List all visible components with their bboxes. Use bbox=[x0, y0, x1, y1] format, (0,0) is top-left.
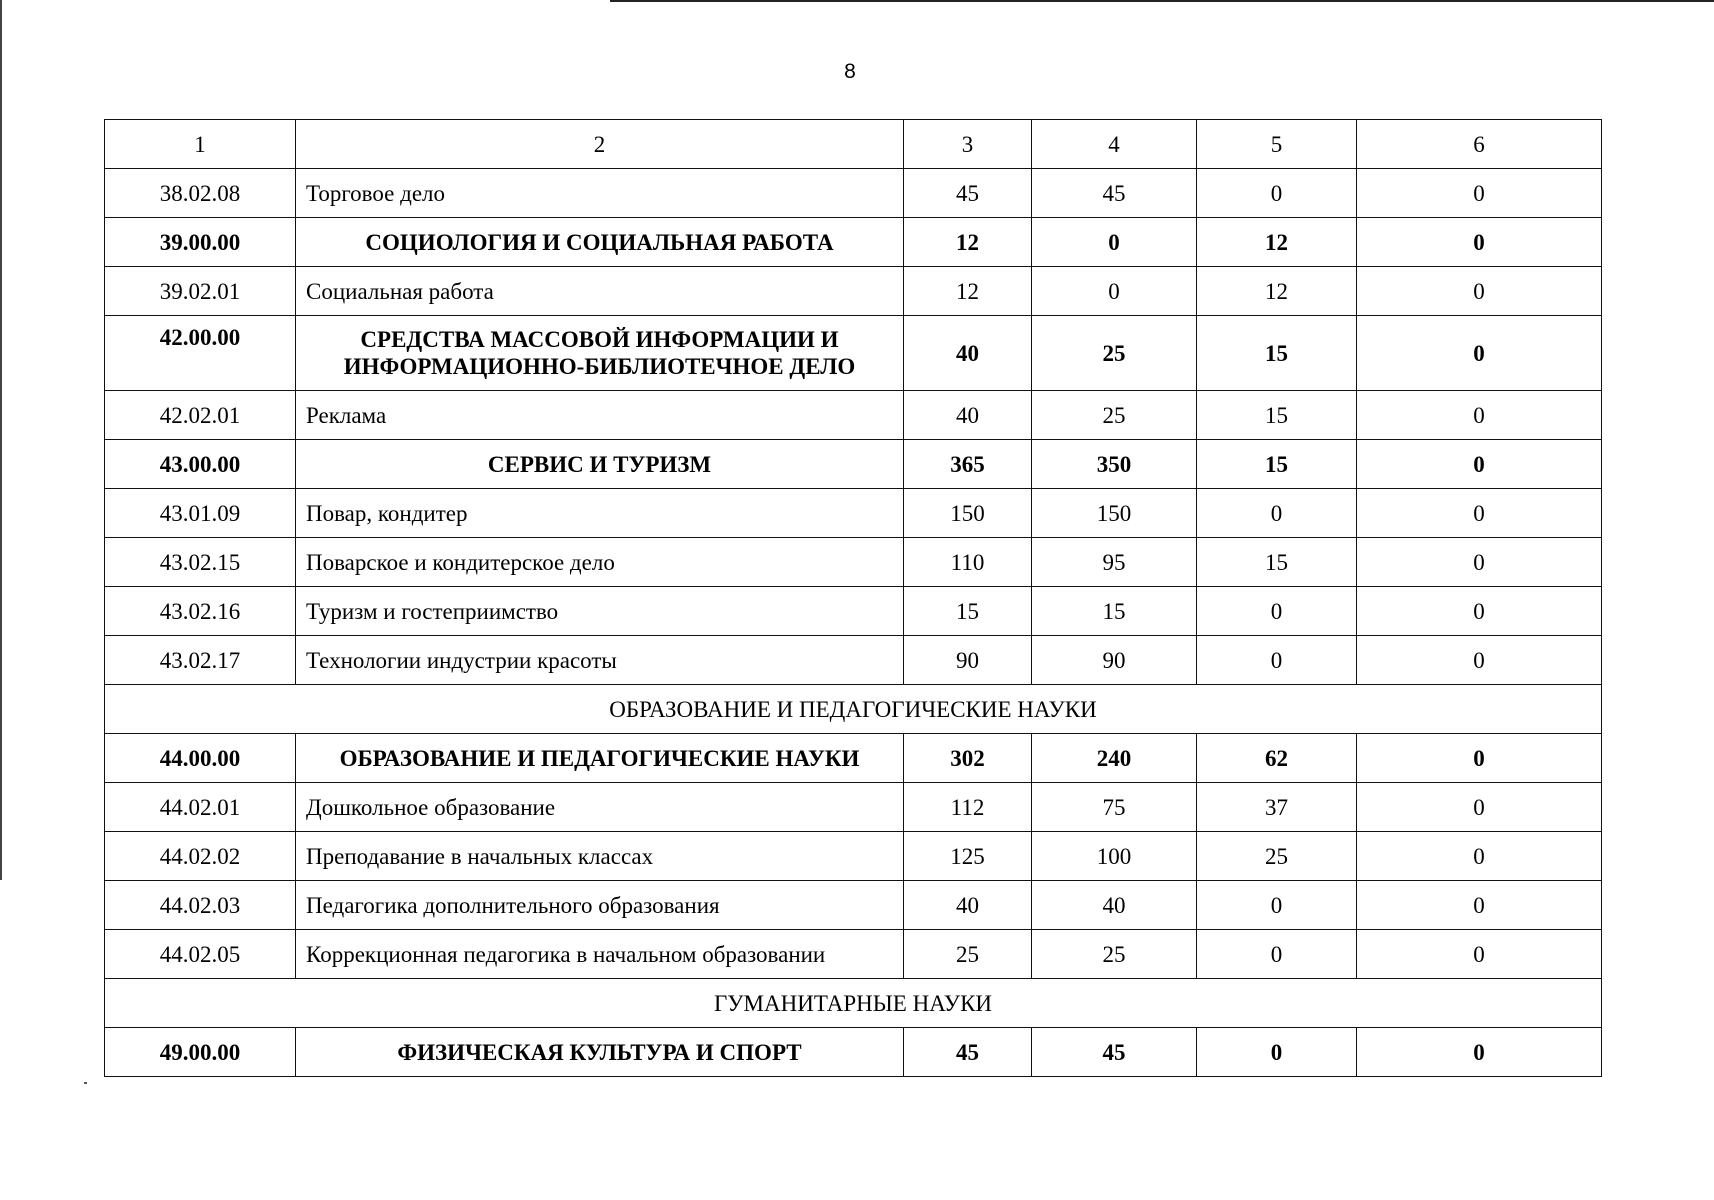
row-col5: 25 bbox=[1197, 832, 1357, 881]
row-name: Торговое дело bbox=[296, 169, 904, 218]
row-col5: 15 bbox=[1197, 538, 1357, 587]
row-col4: 25 bbox=[1032, 391, 1197, 440]
header-cell-6: 6 bbox=[1357, 120, 1602, 169]
group-col6: 0 bbox=[1357, 1028, 1602, 1077]
group-name: ФИЗИЧЕСКАЯ КУЛЬТУРА И СПОРТ bbox=[296, 1028, 904, 1077]
group-code: 49.00.00 bbox=[105, 1028, 296, 1077]
row-col6: 0 bbox=[1357, 881, 1602, 930]
row-name: Реклама bbox=[296, 391, 904, 440]
group-code: 42.00.00 bbox=[105, 316, 296, 391]
row-col5: 12 bbox=[1197, 267, 1357, 316]
group-col3: 12 bbox=[904, 218, 1032, 267]
group-col6: 0 bbox=[1357, 734, 1602, 783]
row-col6: 0 bbox=[1357, 169, 1602, 218]
group-col5: 0 bbox=[1197, 1028, 1357, 1077]
row-col4: 45 bbox=[1032, 169, 1197, 218]
row-col3: 25 bbox=[904, 930, 1032, 979]
table-header-row bbox=[105, 120, 1602, 169]
row-code: 44.02.02 bbox=[105, 832, 296, 881]
group-col5: 15 bbox=[1197, 316, 1357, 391]
group-name-line-1: СРЕДСТВА МАССОВОЙ ИНФОРМАЦИИ И bbox=[360, 327, 839, 352]
table-row bbox=[105, 783, 1602, 832]
row-code: 44.02.05 bbox=[105, 930, 296, 979]
row-col4: 75 bbox=[1032, 783, 1197, 832]
row-col4: 15 bbox=[1032, 587, 1197, 636]
group-col5: 62 bbox=[1197, 734, 1357, 783]
header-cell-3: 3 bbox=[904, 120, 1032, 169]
row-col6: 0 bbox=[1357, 930, 1602, 979]
group-code: 43.00.00 bbox=[105, 440, 296, 489]
row-name: Технологии индустрии красоты bbox=[296, 636, 904, 685]
row-name: Социальная работа bbox=[296, 267, 904, 316]
row-name: Педагогика дополнительного образования bbox=[296, 881, 904, 930]
row-col5: 0 bbox=[1197, 169, 1357, 218]
row-col3: 125 bbox=[904, 832, 1032, 881]
row-col4: 40 bbox=[1032, 881, 1197, 930]
row-col6: 0 bbox=[1357, 636, 1602, 685]
row-col6: 0 bbox=[1357, 489, 1602, 538]
row-col6: 0 bbox=[1357, 783, 1602, 832]
section-row bbox=[105, 685, 1602, 734]
row-col4: 100 bbox=[1032, 832, 1197, 881]
row-col5: 0 bbox=[1197, 636, 1357, 685]
row-col3: 40 bbox=[904, 881, 1032, 930]
row-col4: 25 bbox=[1032, 930, 1197, 979]
row-name: Коррекционная педагогика в начальном образовании bbox=[296, 930, 904, 979]
specialties-table bbox=[104, 119, 1602, 1077]
row-col3: 45 bbox=[904, 169, 1032, 218]
group-row bbox=[105, 218, 1602, 267]
group-col4: 45 bbox=[1032, 1028, 1197, 1077]
row-name: Преподавание в начальных классах bbox=[296, 832, 904, 881]
row-code: 43.02.16 bbox=[105, 587, 296, 636]
row-code: 43.01.09 bbox=[105, 489, 296, 538]
group-col4: 240 bbox=[1032, 734, 1197, 783]
table-row bbox=[105, 881, 1602, 930]
group-row bbox=[105, 1028, 1602, 1077]
row-code: 44.02.01 bbox=[105, 783, 296, 832]
row-col6: 0 bbox=[1357, 267, 1602, 316]
table-row bbox=[105, 587, 1602, 636]
group-name: СЕРВИС И ТУРИЗМ bbox=[296, 440, 904, 489]
group-col6: 0 bbox=[1357, 316, 1602, 391]
group-col3: 302 bbox=[904, 734, 1032, 783]
row-col3: 12 bbox=[904, 267, 1032, 316]
group-name: СОЦИОЛОГИЯ И СОЦИАЛЬНАЯ РАБОТА bbox=[296, 218, 904, 267]
group-name-line-2: ИНФОРМАЦИОННО-БИБЛИОТЕЧНОЕ ДЕЛО bbox=[343, 354, 856, 379]
row-col6: 0 bbox=[1357, 832, 1602, 881]
group-col3: 40 bbox=[904, 316, 1032, 391]
row-col4: 90 bbox=[1032, 636, 1197, 685]
header-cell-5: 5 bbox=[1197, 120, 1357, 169]
row-col3: 150 bbox=[904, 489, 1032, 538]
table-row bbox=[105, 930, 1602, 979]
row-col3: 110 bbox=[904, 538, 1032, 587]
section-row bbox=[105, 979, 1602, 1028]
row-col5: 0 bbox=[1197, 881, 1357, 930]
table-row bbox=[105, 267, 1602, 316]
group-code: 39.00.00 bbox=[105, 218, 296, 267]
group-col4: 25 bbox=[1032, 316, 1197, 391]
group-row bbox=[105, 316, 1602, 391]
row-code: 43.02.17 bbox=[105, 636, 296, 685]
page-number: 8 bbox=[844, 60, 856, 83]
group-name bbox=[296, 316, 904, 391]
header-cell-4: 4 bbox=[1032, 120, 1197, 169]
table-row bbox=[105, 169, 1602, 218]
row-name: Повар, кондитер bbox=[296, 489, 904, 538]
group-col4: 0 bbox=[1032, 218, 1197, 267]
row-code: 42.02.01 bbox=[105, 391, 296, 440]
group-col5: 15 bbox=[1197, 440, 1357, 489]
row-code: 39.02.01 bbox=[105, 267, 296, 316]
row-col4: 150 bbox=[1032, 489, 1197, 538]
group-col5: 12 bbox=[1197, 218, 1357, 267]
scan-left-edge-line bbox=[0, 0, 2, 880]
row-name: Дошкольное образование bbox=[296, 783, 904, 832]
group-col4: 350 bbox=[1032, 440, 1197, 489]
row-code: 38.02.08 bbox=[105, 169, 296, 218]
row-col4: 95 bbox=[1032, 538, 1197, 587]
scan-speck bbox=[84, 1082, 87, 1084]
group-col6: 0 bbox=[1357, 440, 1602, 489]
table-row bbox=[105, 538, 1602, 587]
table-row bbox=[105, 489, 1602, 538]
row-code: 43.02.15 bbox=[105, 538, 296, 587]
group-code: 44.00.00 bbox=[105, 734, 296, 783]
section-title: ОБРАЗОВАНИЕ И ПЕДАГОГИЧЕСКИЕ НАУКИ bbox=[105, 685, 1602, 734]
row-col5: 0 bbox=[1197, 489, 1357, 538]
row-name: Туризм и гостеприимство bbox=[296, 587, 904, 636]
row-col5: 37 bbox=[1197, 783, 1357, 832]
group-col3: 45 bbox=[904, 1028, 1032, 1077]
row-col4: 0 bbox=[1032, 267, 1197, 316]
row-col6: 0 bbox=[1357, 391, 1602, 440]
row-col5: 15 bbox=[1197, 391, 1357, 440]
group-row bbox=[105, 440, 1602, 489]
table-row bbox=[105, 636, 1602, 685]
row-col6: 0 bbox=[1357, 538, 1602, 587]
header-cell-2: 2 bbox=[296, 120, 904, 169]
row-name: Поварское и кондитерское дело bbox=[296, 538, 904, 587]
table-row bbox=[105, 832, 1602, 881]
table-row bbox=[105, 391, 1602, 440]
group-col3: 365 bbox=[904, 440, 1032, 489]
row-col5: 0 bbox=[1197, 930, 1357, 979]
row-col5: 0 bbox=[1197, 587, 1357, 636]
row-code: 44.02.03 bbox=[105, 881, 296, 930]
header-cell-1: 1 bbox=[105, 120, 296, 169]
scan-top-border-line bbox=[610, 0, 1714, 2]
section-title: ГУМАНИТАРНЫЕ НАУКИ bbox=[105, 979, 1602, 1028]
row-col3: 90 bbox=[904, 636, 1032, 685]
row-col3: 112 bbox=[904, 783, 1032, 832]
group-name: ОБРАЗОВАНИЕ И ПЕДАГОГИЧЕСКИЕ НАУКИ bbox=[296, 734, 904, 783]
group-col6: 0 bbox=[1357, 218, 1602, 267]
row-col3: 40 bbox=[904, 391, 1032, 440]
row-col6: 0 bbox=[1357, 587, 1602, 636]
row-col3: 15 bbox=[904, 587, 1032, 636]
group-row bbox=[105, 734, 1602, 783]
